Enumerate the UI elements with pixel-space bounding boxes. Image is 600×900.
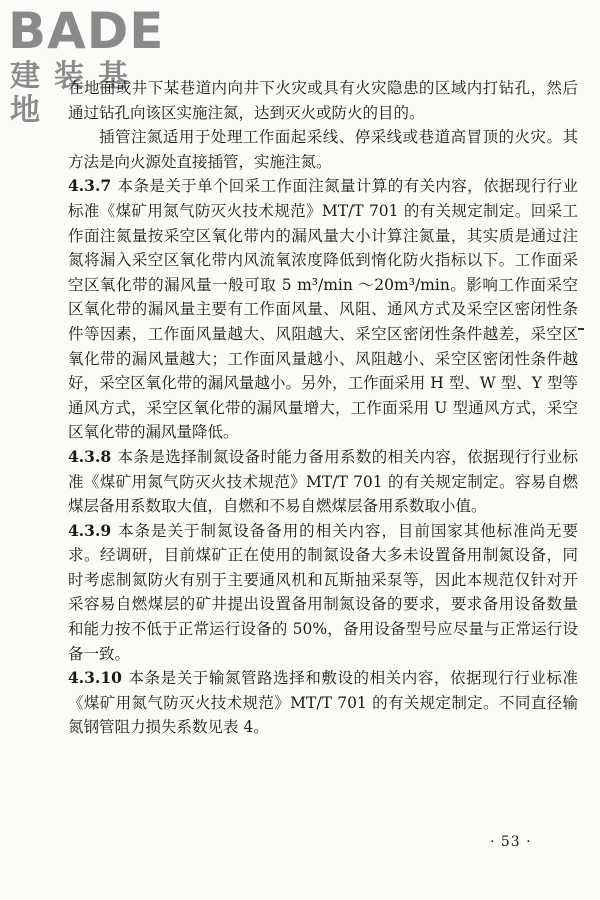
- clause-text: 本条是关于制氮设备备用的相关内容，目前国家其他标准尚无要求。经调研，目前煤矿正在使用的制氮设备大多未设置备用制氮设备，同时考虑制氮防火有别于主要通风机和瓦斯抽采泵等，因此本规范仅针对开采容易自燃煤层的矿井提出设置备用制氮设备的要求，要求备用设备数量和能力按不低于正常运行设备的 50%，备用设备型号应尽量与正常运行设备一致。: [68, 521, 578, 663]
- paragraph-insertion-method: [68, 125, 578, 174]
- clause-text: 本条是关于单个回采工作面注氮量计算的有关内容，依据现行行业标准《煤矿用氮气防灭火技术规范》MT/T 701 的有关规定制定。回采工作面注氮量按采空区氧化带内的漏风量大小计算注氮量，其实质是通过注氮将漏入采空区氧化带内风流氧浓度降低到惰化防火指标以下。工作面采空区氧化带的漏风量一般可取 5 m³/min ～20m³/min。影响工作面采空区氧化带的漏风量主要有工作面风量、风阻、通风方式及采空区密闭性条件等因素，工作面风量越大、风阻越大、采空区密闭性条件越差，采空区氧化带的漏风量越大；工作面风量越小、风阻越小、采空区密闭性条件越好，采空区氧化带的漏风量越小。另外，工作面采用 H 型、W 型、Y 型等通风方式，采空区氧化带的漏风量增大，工作面采用 U 型通风方式，采空区氧化带的漏风量降低。: [68, 177, 578, 442]
- clause-text: 本条是选择制氮设备时能力备用系数的相关内容，依据现行行业标准《煤矿用氮气防灭火技术规范》MT/T 701 的有关规定制定。容易自燃煤层备用系数取大值，自燃和不易自燃煤层备用系数取小值。: [68, 447, 578, 516]
- clause-number: 4.3.9: [68, 520, 112, 540]
- logo-subtitle: 建装基地: [10, 59, 142, 128]
- paragraph-text: 在地面或井下某巷道内向井下火灾或具有火灾隐患的区域内打钻孔，然后通过钻孔向该区实施注氮，达到灭火或防火的目的。: [68, 79, 578, 122]
- clause-text: 本条是关于输氮管路选择和敷设的相关内容，依据现行行业标准《煤矿用氮气防灭火技术规范》MT/T 701 的有关规定制定。不同直径输氮钢管阻力损失系数见表 4。: [68, 669, 578, 737]
- clause-number: 4.3.10: [68, 668, 122, 688]
- clause-4-3-7: [68, 174, 578, 445]
- logo-wordmark: BADE: [8, 2, 165, 60]
- paragraph-text: 插管注氮适用于处理工作面起采线、停采线或巷道高冒顶的火灾。其方法是向火源处直接插管，实施注氮。: [68, 128, 578, 171]
- page-number: · 53 ·: [490, 834, 532, 850]
- clause-4-3-8: [68, 445, 578, 519]
- clause-4-3-10: [68, 666, 578, 740]
- clause-4-3-9: [68, 519, 578, 667]
- clause-number: 4.3.8: [68, 446, 112, 466]
- margin-mark: [578, 328, 584, 330]
- document-body: [68, 76, 578, 740]
- paragraph-continuation: [68, 76, 578, 125]
- clause-number: 4.3.7: [68, 176, 112, 196]
